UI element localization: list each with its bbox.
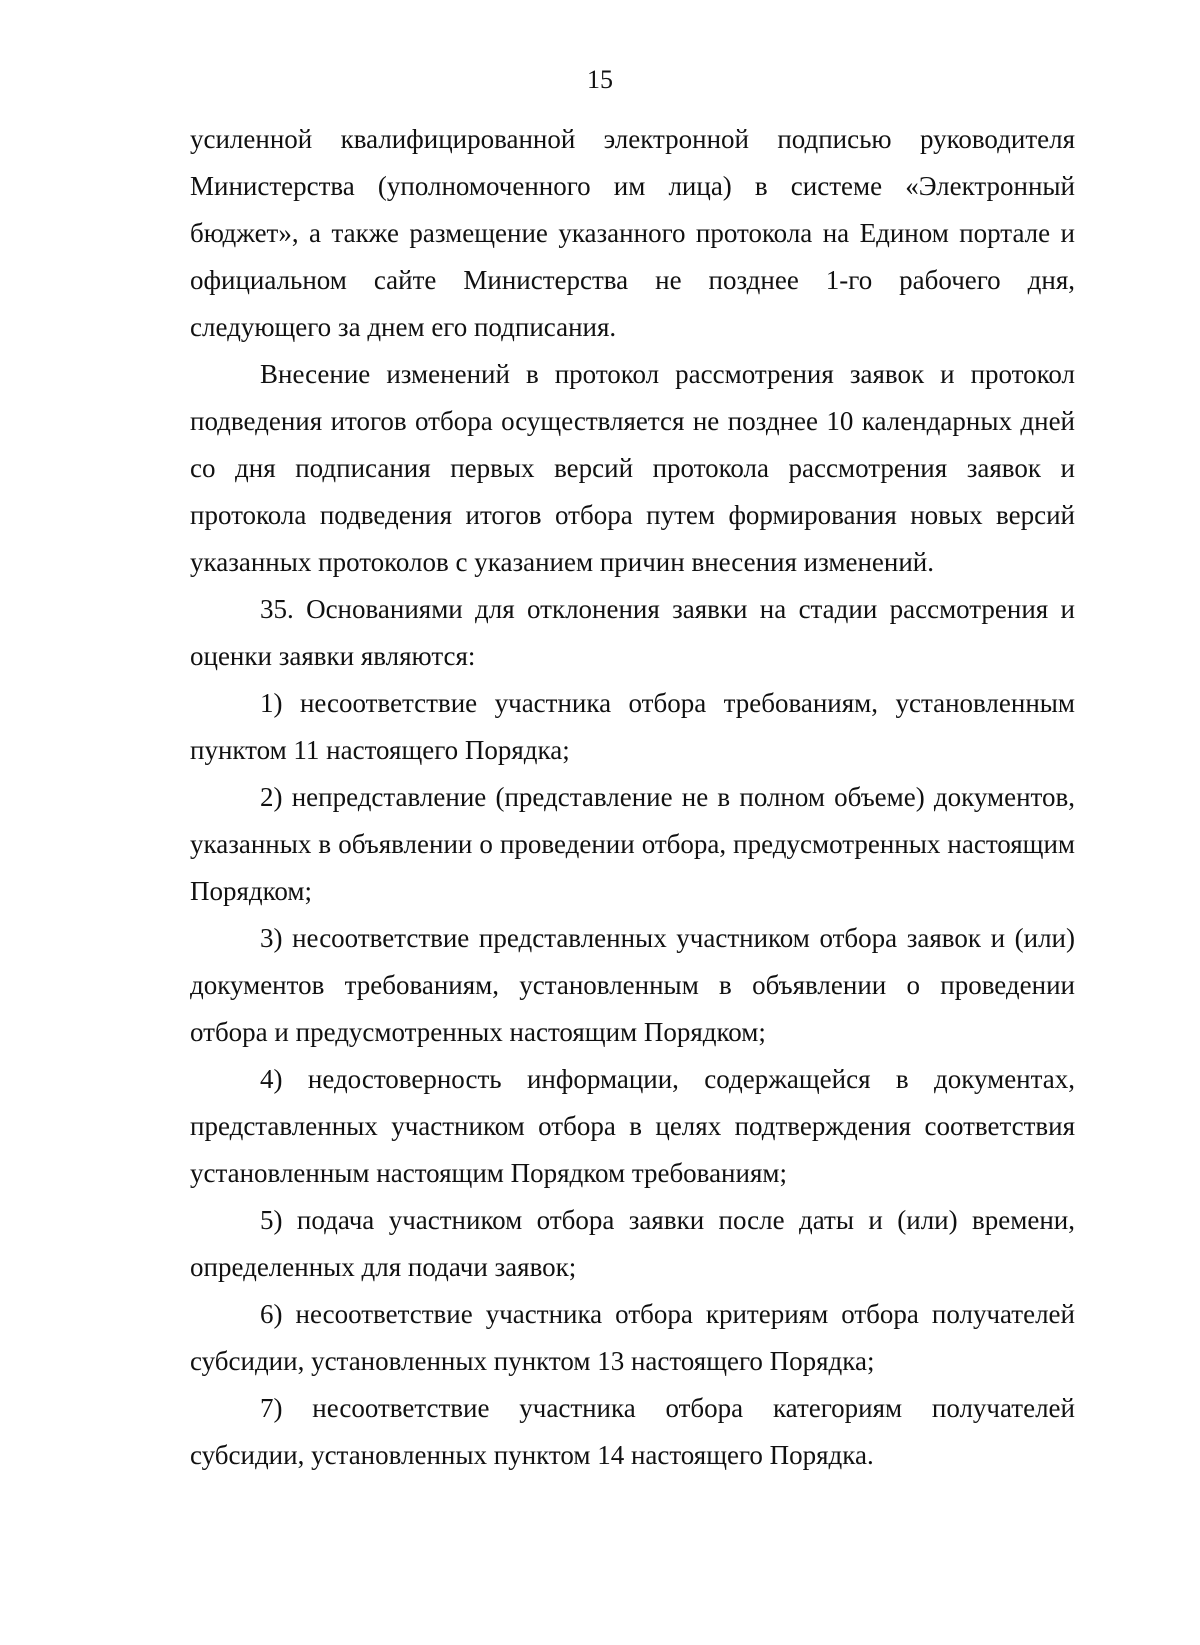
list-item-6: 6) несоответствие участника отбора критериям отбора получателей субсидии, установленных пунктом 13 настоящего Порядка; [190, 1299, 1075, 1376]
list-item-2: 2) непредставление (представление не в полном объеме) документов, указанных в объявлении о проведении отбора, предусмотренных настоящим Порядком; [190, 782, 1075, 906]
list-item-3: 3) несоответствие представленных участником отбора заявок и (или) документов требованиям, установленным в объявлении о проведении отбора и предусмотренных настоящим Порядком; [190, 923, 1075, 1047]
page-number: 15 [587, 65, 613, 94]
list-item-4: 4) недостоверность информации, содержащейся в документах, представленных участником отбора в целях подтверждения соответствия установленным настоящим Порядком требованиям; [190, 1064, 1075, 1188]
paragraph-item-35: 35. Основаниями для отклонения заявки на стадии рассмотрения и оценки заявки являются: [190, 594, 1075, 671]
paragraph-signature-continuation: усиленной квалифицированной электронной подписью руководителя Министерства (уполномоченного им лица) в системе «Электронный бюджет», а также размещение указанного протокола на Едином портале и официальном сайте Министерства не позднее 1-го рабочего дня, следующего за днем его подписания. [190, 124, 1075, 342]
paragraph-protocol-changes: Внесение изменений в протокол рассмотрения заявок и протокол подведения итогов отбора осуществляется не позднее 10 календарных дней со дня подписания первых версий протокола рассмотрения заявок и протокола подведения итогов отбора путем формирования новых версий указанных протоколов с указанием причин внесения изменений. [190, 359, 1075, 577]
list-item-7: 7) несоответствие участника отбора категориям получателей субсидии, установленных пунктом 14 настоящего Порядка. [190, 1393, 1075, 1470]
list-item-5: 5) подача участником отбора заявки после даты и (или) времени, определенных для подачи заявок; [190, 1205, 1075, 1282]
list-item-1: 1) несоответствие участника отбора требованиям, установленным пунктом 11 настоящего Порядка; [190, 688, 1075, 765]
body-text [190, 116, 1075, 1479]
